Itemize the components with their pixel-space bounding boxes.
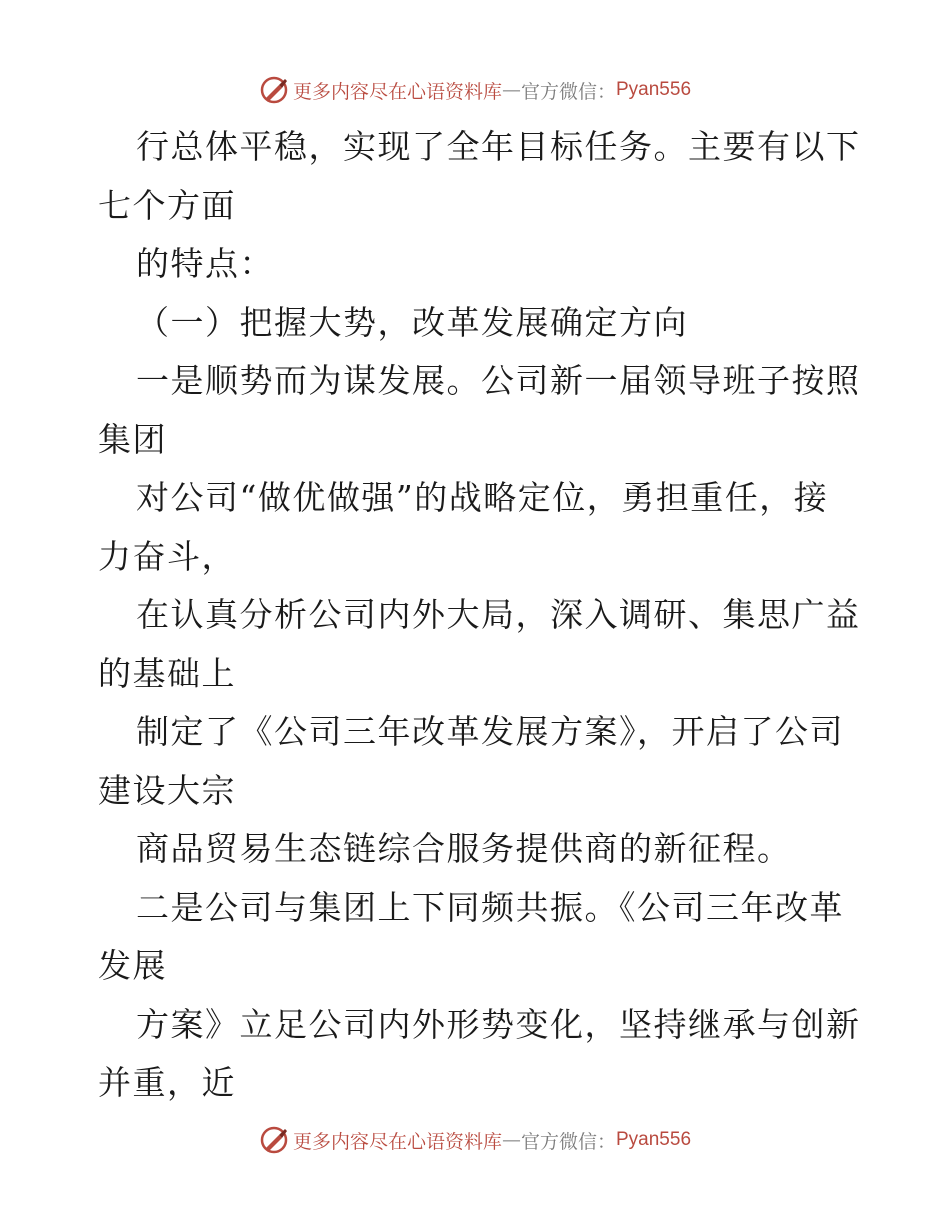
text-line: 行总体平稳，实现了全年目标任务。主要有以下 [136,127,861,166]
text-line: 在认真分析公司内外大局，深入调研、集思广益 [136,595,861,634]
watermark-label: 官方微信： [520,1130,616,1153]
text-line: 的基础上 [98,653,236,693]
text-line: 七个方面 [98,185,236,225]
document-body [98,118,861,1113]
watermark-id: Pyan556 [616,79,692,100]
watermark-dash: — [501,1129,521,1151]
section-heading: （一）把握大势，改革发展确定方向 [136,302,688,342]
text-line: 二是公司与集团上下同频共振。《公司三年改革 [136,887,844,927]
text-line: 建设大宗 [98,770,236,810]
text-line: 的特点： [136,244,274,283]
text-line: 并重，近 [98,1063,236,1102]
footer-watermark [0,1120,950,1160]
header-watermark [0,70,950,110]
text-line: 对公司“做优做强”的战略定位，勇担重任，接 [136,478,829,517]
text-line: 力奋斗， [98,536,236,576]
text-line: 方案》立足公司内外形势变化，坚持继承与创新 [136,1004,861,1044]
watermark-dash: — [501,79,521,101]
watermark-id: Pyan556 [616,1129,692,1150]
watermark-brand: 更多内容尽在心语资料库 [292,80,502,103]
text-line: 发展 [98,946,167,985]
text-line: 一是顺势而为谋发展。公司新一届领导班子按照 [136,361,861,400]
text-line: 商品贸易生态链综合服务提供商的新征程。 [136,829,792,868]
text-line: 集团 [98,419,167,459]
pen-logo-icon [259,75,289,105]
text-line: 制定了《公司三年改革发展方案》，开启了公司 [136,712,844,751]
watermark-label: 官方微信： [520,80,616,103]
watermark-brand: 更多内容尽在心语资料库 [292,1130,502,1153]
pen-logo-icon [259,1125,289,1155]
